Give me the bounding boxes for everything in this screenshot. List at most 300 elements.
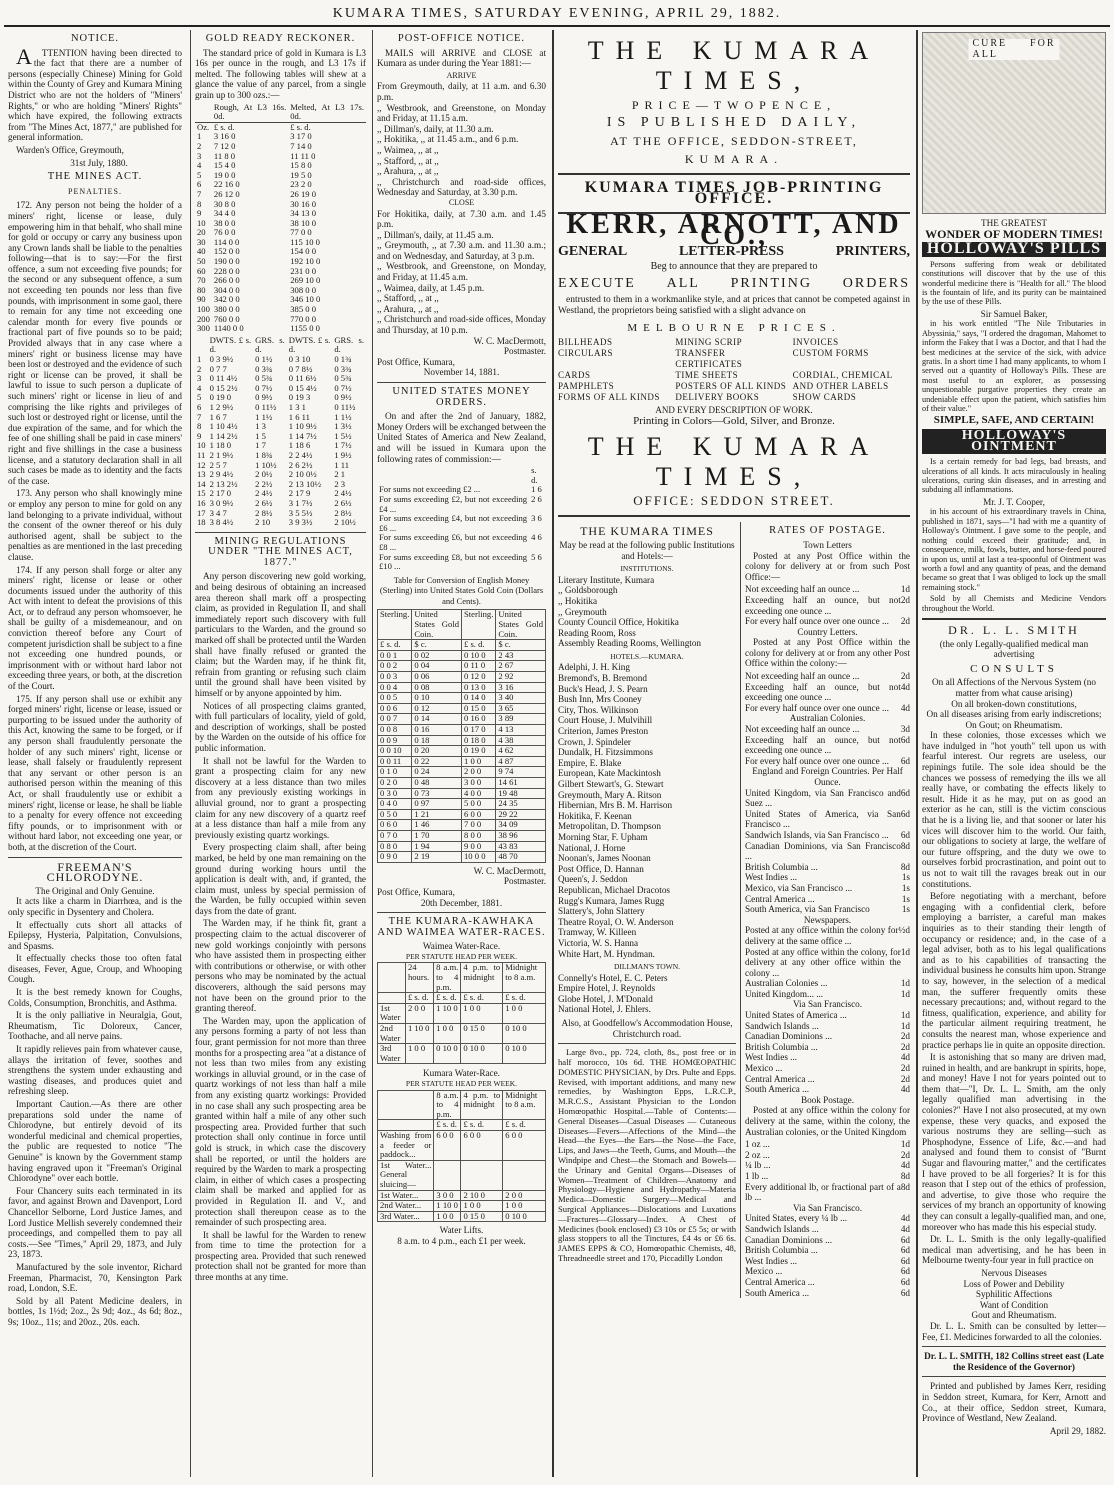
table-cell: 2 13 2½: [209, 478, 238, 489]
mining-paragraph: Any person discovering new gold working, and being desirous of obtaining an increased area thereon shall mark off a prospecting claim, as provided in Regulation II, and shall immediately report such discovery with full particulars to the Warden, and the ground so marked off shall be protected until the Warden shall have finally refused or granted the claim; but the Warden may, if he think fit, refrain from granting or refusing such claim until the ground shall have been visited by himself or by anyone appointed by him.: [195, 571, 366, 698]
print-item: CUSTOM FORMS: [792, 348, 869, 359]
table-cell: 0 5¾: [334, 373, 352, 384]
rate-row: [745, 1182, 910, 1203]
table-cell: 0 7½: [255, 382, 273, 393]
table-cell: 1 8¾: [255, 449, 273, 460]
table-cell: 0 0 6: [378, 703, 412, 714]
table-cell: 0 14 0: [462, 693, 496, 704]
rate-value: 1s: [901, 893, 910, 904]
table-cell: 0 16 0: [462, 714, 496, 725]
table-cell: 2 17 9: [288, 488, 311, 499]
table-cell: 2 2 4½: [288, 449, 313, 460]
hotel-item: National, J. Horne: [558, 842, 626, 853]
us-rates-table: [377, 466, 546, 572]
country-intro: Posted at any Post Office within the colony for delivery at or from any other Post Office within the colony:—: [745, 637, 910, 669]
section-175: 175. If any person shall use or exhibit any forged miners' right, license or lease, issued or purporting to be issued under the authority of this Act, knowing the same to be forged, or if any person shall fraudulently personate the holder of any such miners' right, license or lease, shall falsely or fraudulently represent that any servant or other person is an authorised person within the meaning of this Act, or shall fraudulently use or exhibit a miners' right, license or lease, he shall be liable to a penalty for every offence not exceeding fifty pounds, or to imprisonment with or without hard labor, not exceeding one year, or both, at the discretion of the Court.: [8, 693, 182, 852]
institution-item: ,, Goldsborough: [558, 585, 618, 596]
table-cell: 231 0 0: [290, 265, 316, 276]
table-header: Sterling.: [462, 610, 496, 640]
table-cell: 266 0 0: [213, 275, 240, 286]
table-cell: 0 24: [412, 767, 462, 778]
waimea-race-title: Waimea Water-Race.: [422, 941, 501, 952]
rate-row: [745, 584, 910, 595]
table-cell: 4: [197, 160, 202, 171]
dillman-item: Connelly's Hotel, E. C. Peters: [558, 972, 668, 983]
table-cell: 7 14 0: [290, 140, 312, 151]
ointment-text: Is a certain remedy for bad legs, bad breasts, and ulcerations of all kinds. It acts miraculously in healing ulcerations, curing skin diseases, and in arresting and subduing all inflammations.: [922, 457, 1106, 495]
conversion-row: [378, 841, 546, 852]
rate-value: 6d: [900, 1245, 910, 1256]
published-daily: IS PUBLISHED DAILY,: [606, 115, 862, 130]
table-cell: 1st Water...: [378, 1190, 434, 1201]
hotel-item: Crown, J. Spindeler: [558, 736, 631, 747]
table-cell: 38 0 0: [213, 217, 236, 228]
table-cell: 2 3: [334, 478, 346, 489]
arrive-label: ARRIVE: [446, 70, 477, 80]
kerr-arnott-title: KERR, ARNOTT, AND CO.,: [566, 209, 902, 251]
kumara-row: [378, 1120, 546, 1131]
conv-post-office-place: Post Office, Kumara,: [377, 886, 455, 897]
table-cell: 0 7½: [334, 382, 352, 393]
table-cell: 15 4 0: [213, 160, 236, 171]
table-cell: 0 18: [412, 735, 462, 746]
table-cell: £ s. d.: [462, 640, 496, 651]
table-cell: 0 8 0: [378, 841, 412, 852]
table-cell: 3rd Water...: [378, 1211, 434, 1222]
rate-label: Sandwich Islands ...: [745, 1223, 819, 1234]
freeman-paragraph: It effectually cuts short all attacks of Epilepsy, Hysteria, Palpitation, Convulsions, and Spasms.: [8, 919, 182, 951]
mining-paragraph: It shall be lawful for the Warden to renew from time to time the protection for a prospecting area. Provided that such renewed protection shall not be granted for more than three months at any time.: [195, 1229, 366, 1283]
table-cell: 48 70: [496, 852, 546, 863]
kumara-race-title: Kumara Water-Race.: [423, 1068, 500, 1079]
read-intro: May be read at the following public Institutions and Hotels:—: [559, 539, 735, 561]
hotel-item: Post Office, D. Hannan: [558, 863, 644, 874]
rate-value: 4d: [900, 1223, 910, 1234]
england-label: England and Foreign Countries. Per Half Ounce.: [752, 766, 903, 787]
table-cell: 5: [197, 169, 202, 180]
table-cell: 4 13: [496, 725, 546, 736]
rate-label: United States of America, via San Francisco ...: [745, 808, 901, 830]
baker-name: Sir Samuel Baker,: [980, 308, 1048, 319]
conv-post-office-date: 20th December, 1881.: [420, 897, 503, 908]
table-cell: 76 0 0: [213, 227, 236, 238]
table-cell: 1 1½: [334, 411, 352, 422]
print-item: MINING SCRIP: [675, 337, 743, 348]
table-cell: 3: [197, 373, 202, 384]
table-cell: 308 0 0: [290, 284, 316, 295]
kumara-row: [378, 1201, 546, 1212]
rate-row: [745, 1256, 910, 1267]
print-item: TIME SHEETS: [675, 370, 739, 381]
columns: [4, 30, 1110, 1477]
table-cell: 770 0 0: [290, 313, 316, 324]
table-cell: 0 17 0: [462, 725, 496, 736]
table-cell: 34 09: [496, 820, 546, 831]
printed-by: Printed and published by James Kerr, residing in Seddon street, Kumara, for Kerr, Arnott and Co., at their office, Seddon street, Kumara, Province of Westland, New Zealand.: [922, 1381, 1106, 1424]
close-item: ,, Arahura, ,, at ,,: [377, 303, 439, 314]
rate-row: [745, 724, 910, 735]
entrusted-text: entrusted to them in a workmanlike style, and at prices that cannot be competed against in Westland, the proprietors being satisfied with a slight advance on: [558, 295, 910, 317]
rate-value: 8d: [900, 1181, 910, 1192]
rate-label: Posted at any office within the colony for delivery at the same office ...: [745, 925, 899, 946]
table-cell: 4 0 0: [462, 788, 496, 799]
table-cell: 2 10 0½: [288, 469, 317, 480]
rate-row: [745, 1245, 910, 1256]
table-header: [378, 1090, 434, 1120]
hotel-item: European, Kate Mackintosh: [558, 768, 661, 779]
table-cell: 30 8 0: [213, 198, 236, 209]
mining-paragraph: It shall not be lawful for the Warden to grant a prospecting claim for any new discovery at a less distance than two miles from any previously existing workings in alluvial ground, nor to grant a prospecting claim for any new discovery of a quartz reef at a less distance than half a mile from any previously existing quartz workings.: [195, 755, 366, 840]
table-cell: 0 14: [412, 714, 462, 725]
table-cell: 9 74: [496, 767, 546, 778]
table-cell: 1 6 7: [209, 411, 227, 422]
table-cell: £ s. d.: [405, 993, 433, 1004]
dwt-row: [195, 336, 366, 355]
book-intro: Posted at any office within the colony for delivery at the same, within the colony, the Australian colonies, or the United Kingdom: [745, 1105, 910, 1137]
column-notices: [4, 30, 186, 1477]
consult-item: On all diseases arising from early indiscretions;: [926, 709, 1102, 720]
reckoner-dwt-table: [195, 336, 366, 528]
table-cell: 9: [197, 430, 202, 441]
print-item: BILLHEADS: [558, 337, 613, 348]
arrive-item: From Greymouth, daily, at 11 a.m. and 6.30 p.m.: [377, 81, 546, 102]
dwt-row: [195, 518, 366, 528]
waimea-row: [378, 1024, 546, 1044]
rate-row: [745, 735, 910, 756]
table-cell: 1 2 9½: [209, 401, 234, 412]
hotel-item: Queen's, J. Seddon: [558, 874, 628, 885]
table-cell: Washing from a feeder or paddock...: [378, 1130, 434, 1160]
rate-row: [745, 989, 910, 1000]
masthead: KUMARA TIMES, SATURDAY EVENING, APRIL 29, 1882.: [4, 4, 1110, 27]
arrive-item: ,, Arahura, ,, at ,,: [377, 166, 439, 177]
table-cell: 5 6: [531, 551, 542, 562]
kumara-row: [378, 1211, 546, 1222]
arrive-item: ,, Stafford, ,, at ,,: [377, 155, 439, 166]
rate-value: 2d: [900, 1041, 910, 1052]
rate-label: United Kingdom... ...: [745, 988, 824, 999]
table-cell: 11 11 0: [290, 150, 316, 161]
table-cell: £ s. d.: [461, 993, 503, 1004]
rate-value: 4d: [900, 1052, 910, 1063]
table-cell: 200: [197, 313, 210, 324]
hotel-item: Noonan's, James Noonan: [558, 853, 651, 864]
rate-value: 2d: [900, 594, 910, 605]
us-rate-row: [377, 495, 546, 514]
hotel-item: Court House, J. Mulvihill: [558, 715, 653, 726]
arrive-item: ,, Christchurch and road-side offices, Wednesday and Saturday, at 3.30 p.m.: [377, 176, 546, 198]
table-cell: 1155 0 0: [290, 323, 320, 334]
notice-date: 31st July, 1880.: [70, 157, 128, 168]
table-cell: 1 10 0: [434, 1201, 461, 1212]
table-cell: 2: [197, 140, 202, 151]
nervous-item: Loss of Power and Debility: [963, 1278, 1065, 1289]
postmaster-name: W. C. MacDermott,: [473, 335, 546, 346]
table-cell: 0 06: [412, 672, 462, 683]
rate-label: West Indies ...: [745, 872, 798, 883]
us-rate-row: [377, 533, 546, 552]
conv-postmaster-name: W. C. MacDermott,: [473, 865, 546, 876]
all-word: ALL: [666, 275, 700, 291]
rate-row: [745, 1150, 910, 1161]
rate-row: [745, 1084, 910, 1095]
table-cell: 8: [197, 198, 202, 209]
execute-line: [558, 275, 910, 291]
section-172: 172. Any person not being the holder of a miners' right, license or lease, duly empowering him in that behalf, who shall mine for gold or occupy or carry any business upon any Crown lands shall be liable to the penalties following—that is to say:—For the first offence, a sum not exceeding five pounds; for the second or any subsequent offence, a sum not exceeding ten pounds nor less than five pounds, with imprisonment in some gaol, there to remain for any time not exceeding one calendar month for every five pounds or fractional part of five pounds so to be paid; Provided always that in any case where a miners' right or business license may have been lost or destroyed and the evidence of such right or license can be proved, it shall be lawful to issue to such person a duplicate of such miners' right or license in lieu of and comprising the like rights and privileges of such lost or destroyed right or license, until the due expiration of the same, and for which the fee of one shilling shall be paid in case miners' right and five shillings in the case a business license, and a statutory declaration shall in all such cases be made as to identity and the facts of the case.: [8, 200, 183, 486]
beg-to-announce: Beg to announce that they are prepared to: [650, 260, 818, 272]
table-cell: £ s. d.: [503, 993, 546, 1004]
table-cell: 3 89: [496, 714, 546, 725]
table-cell: For sums exceeding £4, but not exceeding £6 ...: [379, 513, 528, 533]
table-cell: 3 8 4½: [209, 517, 234, 528]
homeopathic-ad: Large 8vo., pp. 724, cloth, 8s., post free or in half morocco, 10s 6d. THE HOMŒOPATHIC DOMESTIC PHYSICIAN, by Drs. Pulte and Epps. Revised, with important additions, and many new remedies, by Washington Epps, L.R.C.P., M.R.C.S., Assistant Physician to the London Homœopathic Hospital.—Table of Contents:—General Diseases—Casual Diseases — Cutaneous Diseases—Fevers—Affections of the Mind—the Head—the Eyes—the Ears—the Nose—the Face, Lips, and Jaws—the Teeth, Gums, and Mouth—the Windpipe and Chest—the Stomach and Bowels—the Urinary and Genital Organs—Diseases of Women—Treatment of Children—Anatomy and Physiology—Hygiene and Hydropathy—Materia Medica—Domestic Surgery—Medical and Surgical Appliances—Dislocations and Luxations—Fractures—Glossary—Index. A Chest of Medicines (book enclosed) £3 10s or £5 5s; or with glass stoppers to all the Tinctures, £4 4s or £6 6s. JAMES EPPS & CO, Homœopathic Chemists, 48, Threadneedle street and 170, Piccadilly London: [558, 1047, 736, 1263]
table-cell: 0 20: [412, 746, 462, 757]
table-cell: 13: [197, 469, 206, 480]
table-cell: 2 9 4½: [209, 469, 234, 480]
kumara-row: [378, 1190, 546, 1201]
water-races-title: THE KUMARA-KAWHAKA AND WAIMEA WATER-RACES.: [377, 916, 546, 938]
table-cell: £ s. d.: [434, 993, 461, 1004]
mines-act-title: THE MINES ACT.: [47, 171, 143, 183]
rates-title: RATES OF POSTAGE.: [769, 525, 886, 537]
table-cell: 4 62: [496, 746, 546, 757]
table-cell: 2 6½: [334, 497, 352, 508]
hotel-item: Slattery's, John Slattery: [558, 906, 645, 917]
via-sf2-label: Via San Francisco.: [792, 1202, 863, 1213]
section-174: 174. If any person shall forge or alter any miners' right, license or lease or other documents issued under the authority of this Act with intent to defeat the provisions of this Act, or to defraud any person whomsoever, he shall be guilty of a misdemeanour, and on conviction thereof before any Court of competent jurisdiction shall be subject to a fine not exceeding one hundred pounds, or imprisonment with or without hard labor not exceeding three years, or both, at the discretion of the Court.: [8, 564, 182, 692]
rate-row: [745, 925, 910, 946]
waimea-row: [378, 1044, 546, 1064]
table-cell: 3 65: [496, 703, 546, 714]
table-cell: 1 11: [334, 459, 350, 470]
table-cell: 1 3 1: [288, 401, 306, 412]
rate-label: Sandwich Islands ...: [745, 1020, 819, 1031]
table-cell: 1 18 6: [288, 440, 311, 451]
rate-value: 1s: [901, 882, 910, 893]
rate-row: [745, 1213, 910, 1224]
pills-text: Persons suffering from weak or debilitated constitutions will discover that by the use of this wonderful medicine there is "Health for all." The blood is the fountain of life, and its purity can be maintained by the use of these Pills.: [922, 259, 1106, 307]
nervous-item: Want of Condition: [979, 1299, 1049, 1310]
hotel-item: White Hart, M. Hyndman.: [558, 948, 655, 959]
table-cell: 1st Water: [378, 1003, 406, 1023]
print-item: POSTERS OF ALL KINDS: [675, 381, 787, 392]
table-cell: 3 4 7: [209, 507, 227, 518]
table-cell: 29 22: [496, 809, 546, 820]
table-cell: 1 9½: [334, 449, 352, 460]
table-cell: 0 3 9½: [209, 354, 234, 364]
table-cell: 3rd Water: [378, 1044, 406, 1064]
table-cell: 30 16 0: [290, 198, 316, 209]
table-cell: 0 10 0: [434, 1044, 461, 1064]
print-item: AND OTHER LABELS: [792, 381, 889, 392]
table-cell: 1 0 0: [405, 1044, 433, 1064]
table-cell: 1 6 11: [288, 411, 310, 422]
table-cell: 8: [197, 421, 202, 432]
table-cell: 7 0 0: [462, 820, 496, 831]
table-cell: 0 0 1: [378, 650, 412, 661]
table-cell: 0 11 0: [462, 661, 496, 672]
nervous-item: Gout and Rheumatism.: [971, 1310, 1057, 1321]
table-cell: £ s. d.: [213, 121, 235, 132]
close-list: [377, 209, 546, 336]
table-cell: $ c.: [412, 640, 462, 651]
print-item: CARDS: [558, 370, 591, 381]
table-cell: 26 12 0: [213, 188, 240, 199]
table-cell: 342 0 0: [213, 294, 240, 305]
table-cell: 6 0 0: [434, 1130, 461, 1160]
table-cell: 2 0 0: [503, 1190, 546, 1201]
table-cell: DWTS. £ s. d.: [209, 334, 252, 355]
table-cell: 0 11½: [334, 401, 356, 412]
rate-label: For every half ounce over one ounce ...: [745, 702, 889, 713]
table-cell: [378, 993, 406, 1004]
table-cell: 0 2 0: [378, 777, 412, 788]
freeman-subtitle: The Original and Only Genuine.: [35, 885, 155, 896]
hotel-item: Morning Star, F. Upham: [558, 831, 648, 842]
mining-paragraph: Notices of all prospecting claims granted, with full particulars of locality, yield of gold, and description of workings, shall be posted by the Warden on the outside of his office for public information.: [195, 700, 366, 753]
rate-row: [745, 595, 910, 616]
us-rate-row: [377, 553, 546, 572]
table-cell: 0 15 0: [462, 703, 496, 714]
table-cell: 4 87: [496, 756, 546, 767]
rate-row: [745, 862, 910, 873]
post-office-title: POST-OFFICE NOTICE.: [397, 33, 526, 44]
freeman-title: FREEMAN'S CHLORODYNE.: [46, 859, 144, 885]
table-cell: 2 8½: [255, 507, 273, 518]
england-rates: [745, 788, 910, 915]
table-cell: 3 0 9½: [209, 497, 234, 508]
table-cell: 2 17 0: [209, 488, 232, 499]
reckoner-title: GOLD READY RECKONER.: [205, 33, 356, 44]
table-cell: 14: [197, 478, 206, 489]
read-title: THE KUMARA TIMES: [580, 524, 714, 539]
smith-paragraph: In these colonies, those excesses which we have indulged in "hot youth" tell upon us with fearful interest. Our regrets are useless, our repinings futile. The sole idea should be the chances we possess of remedying the ills we all really have, or combating the effects likely to result. Hide it as he may, put on as good an exterior as he can, still is the victim conscious that he is a living lie, and that sooner or later his vices will discover him to the world. Our faith, our obligations to society at large, the welfare of our future offspring, and the duty we owe to ourselves forbid procrastination, and point out to us not to wait till the ravages break out in our constitutions.: [922, 730, 1106, 889]
hotel-item: Empire, E. Blake: [558, 757, 622, 768]
table-cell: £ s. d.: [461, 1120, 503, 1131]
conversion-row: [378, 809, 546, 820]
rate-value: 8d: [900, 840, 910, 851]
rate-label: Central America ...: [745, 893, 815, 904]
table-cell: 0 7 7: [209, 363, 227, 374]
rates-intro: Posted at any Post Office within the colony for delivery at or from such Post Office:—: [745, 550, 910, 582]
rate-value: 4d: [900, 1213, 910, 1224]
table-cell: 16: [197, 497, 206, 508]
table-cell: 0 15 4½: [288, 382, 317, 393]
table-cell: $ c.: [496, 640, 546, 651]
baker-text: in his work entitled "The Nile Tributaries in Abyssinia," says, "I ordered the dragoman, Mahomet to inform the Fakey that I was a Doctor, and that I had the best medicines at the service of the sick, with advice gratis. In a short time I had many applicants, to whom I served out a quantity of Holloway's Pills. These are most useful to an explorer, as possessing unquestionable purgative properties they create an undeniable effect upon the patient, which satisfies him of their value.": [922, 319, 1106, 414]
waimea-table: [377, 962, 546, 1064]
consult-item: On all Affections of the Nervous System (no matter from what cause arising): [932, 677, 1096, 698]
print-item: INVOICES: [792, 337, 839, 348]
arrive-list: [377, 81, 546, 198]
hotel-item: Hokitika, F. Keenan: [558, 810, 632, 821]
table-cell: 19 48: [496, 788, 546, 799]
table-cell: 2 1 9½: [209, 449, 234, 460]
table-cell: 100: [197, 304, 210, 315]
table-cell: 26 19 0: [290, 188, 316, 199]
table-cell: 2 6 2½: [288, 459, 313, 470]
table-cell: 2 8½: [334, 507, 352, 518]
table-cell: 0 0 7: [378, 714, 412, 725]
table-cell: 304 0 0: [213, 284, 240, 295]
table-cell: 1 10½: [255, 459, 277, 470]
table-cell: 1 0 0: [462, 756, 496, 767]
kumara-per-head: PER STATUTE HEAD PER WEEK.: [405, 1079, 518, 1088]
conversion-table: [377, 609, 546, 862]
table-cell: 14 61: [496, 777, 546, 788]
rate-value: 1d: [900, 584, 910, 595]
table-cell: 0 11½: [255, 401, 277, 412]
hotel-item: Republican, Michael Dracotos: [558, 884, 670, 895]
print-item: CIRCULARS: [558, 348, 614, 359]
table-cell: 0 7 8½: [288, 363, 313, 374]
rate-label: United States, every ¼ lb ...: [745, 1213, 848, 1224]
print-item: CORDIAL, CHEMICAL: [792, 370, 893, 381]
mining-paragraph: The Warden may, upon the application of any persons forming a party of not less than four, grant permission for not more than three months for a prospecting area "at a distance of not less than two miles from any existing workings in alluvial ground, or in the case of quartz workings of not less than half a mile from any existing quartz workings: Provided in no case shall any such prospecting area be granted within half a mile of any other such prospecting area. Provided further that such protection shall only continue in force until gold is struck, in which case the discovery shall be reported, or until the holders are required by the Warden to mark a prospecting claim, in either of which cases a prospecting claim shall be marked and applied for as provided in Regulation II. and V., and protection shall thereupon cease as to the remainder of such prospecting area.: [195, 1015, 366, 1228]
rate-row: [745, 1266, 910, 1277]
table-cell: Oz.: [197, 121, 210, 132]
conversion-row: [378, 725, 546, 736]
table-cell: For sums exceeding £2, but not exceeding £4 ...: [379, 493, 528, 514]
country-rates: [745, 671, 910, 713]
table-cell: 0 4 0: [378, 799, 412, 810]
table-cell: 385 0 0: [290, 304, 316, 315]
institution-item: Assembly Reading Rooms, Wellington: [558, 638, 702, 649]
town-letters-label: Town Letters: [803, 539, 852, 550]
table-cell: 346 10 0: [290, 294, 321, 305]
office-line: AT THE OFFICE, SEDDON-STREET,: [610, 134, 858, 148]
rate-label: South America ...: [745, 1287, 810, 1298]
mining-paragraph: Every prospecting claim shall, after being marked, be held by one man remaining on the ground during working hours until the application is dealt with, and, if granted, the claim must, unless by special permission of the Warden, be fully occupied within seven days from the date of grant.: [195, 842, 366, 916]
table-header: 4 p.m. to midnight: [461, 1090, 503, 1120]
freeman-paragraph: Important Caution.—As there are other preparations sold under the name of Chlorodyne, but entirely devoid of its wonderful medicinal and chemical properties, the public are requested to notice "The Genuine" is known by the Government stamp having engraved upon it "Freeman's Original Chlorodyne" over each bottle.: [8, 1099, 182, 1184]
column-kumara-times: [552, 30, 914, 1477]
us-money-orders-title: UNITED STATES MONEY ORDERS.: [392, 386, 531, 408]
rate-value: 2d: [900, 1063, 910, 1074]
smith-paragraph: Dr. L. L. Smith is the only legally-qualified medical man advertising, and he has been in Melbourne twenty-four year in full practice on: [922, 1234, 1106, 1266]
table-cell: 0 10: [412, 693, 462, 704]
rate-label: South America, via San Francisco: [745, 904, 870, 915]
smith-paragraph: It is astonishing that so many are driven mad, ruined in health, and are bankrupt in spirits, hope, and money! Have I not for years pointed out to them that—"I, Dr. L. L. Smith, am the only legally qualified man advertising in the colonies?" Have I not also prosecuted, at my own expense, these very quacks, and exposed the various nostrums they are selling—such as Phosphodyne, Essence of Life, &c.—and had analysed and found them to consist of "Burnt Sugar and flavouring matter," and the certificates I have proved to be all forgeries? It is for this reason that I step out of the ethics of profession, and advertise, to give those who require the services of my branch an opportunity of knowing they can consult a legally-qualified man, and one, moreover who has made this his especial study.: [922, 1052, 1106, 1232]
table-cell: 0 0 9: [378, 735, 412, 746]
column-holloway: [916, 30, 1110, 1477]
table-cell: 2 4½: [255, 488, 273, 499]
table-cell: 1 21: [412, 809, 462, 820]
rate-label: Every additional lb, or fractional part of a lb ...: [745, 1181, 901, 1203]
table-cell: 8 0 0: [462, 830, 496, 841]
nervous-item: Syphilitic Affections: [975, 1289, 1053, 1300]
cure-for-all-ribbon: CURE FOR ALL: [969, 39, 1060, 60]
hotels-label: HOTELS.—KUMARA.: [610, 651, 684, 661]
rate-row: [745, 894, 910, 905]
kumara-times-title-2: THE KUMARA TIMES,: [587, 432, 881, 492]
book-rates: [745, 1139, 910, 1203]
table-cell: 2 19: [412, 852, 462, 863]
table-cell: 50: [197, 256, 206, 267]
institution-item: ,, Hokitika: [558, 595, 598, 606]
close-label: CLOSE: [448, 197, 475, 207]
freeman-paragraph: Four Chancery suits each terminated in its favor, and against Brown and Davenport, Lord Chancellor Selborne, Lord Justice James, and Lord Justice Mellish severely condemned their proceedings, and compelled them to pay all costs.—See "Times," April 29, 1873, and July 23, 1873.: [8, 1185, 182, 1260]
table-cell: 20: [197, 227, 206, 238]
table-cell: 0 19 0: [462, 746, 496, 757]
table-cell: 1140 0 0: [213, 323, 244, 334]
table-cell: 6: [197, 179, 202, 190]
table-cell: 3: [197, 150, 202, 161]
column-reckoner: [190, 30, 370, 1477]
table-cell: 2 92: [496, 672, 546, 683]
table-cell: [377, 466, 529, 485]
table-cell: 0 16: [412, 725, 462, 736]
